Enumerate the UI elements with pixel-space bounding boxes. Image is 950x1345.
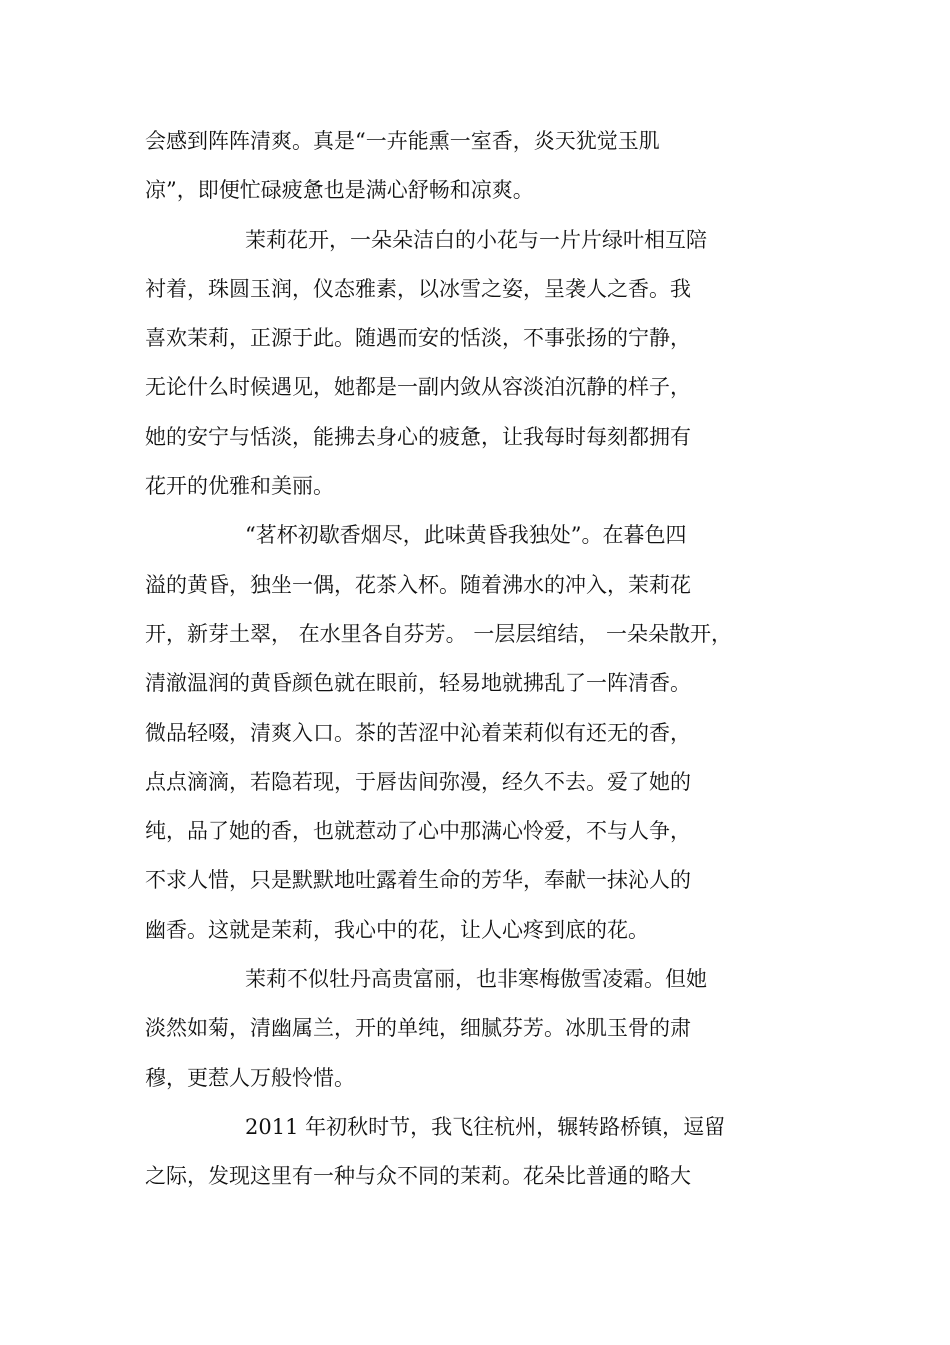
text-line: 无论什么时候遇见，她都是一副内敛从容淡泊沉静的样子， [145,375,691,400]
text-line: 幽香。这就是茉莉，我心中的花，让人心疼到底的花。 [145,917,649,942]
text-line: 纯，品了她的香，也就惹动了心中那满心怜爱，不与人争， [145,819,691,844]
text-line: 不求人惜，只是默默地吐露着生命的芳华，奉献一抹沁人的 [145,868,691,893]
text-line: 溢的黄昏，独坐一偶，花茶入杯。随着沸水的冲入，茉莉花 [145,572,691,597]
text-line: 会感到阵阵清爽。真是“一卉能熏一室香，炎天犹觉玉肌 [145,129,660,153]
text-line: 茉莉花开，一朵朵洁白的小花与一片片绿叶相互陪 [245,227,707,252]
text-line: 茉莉不似牡丹高贵富丽，也非寒梅傲雪凌霜。但她 [245,967,707,992]
text-line: 开，新芽土翠， 在水里各自芬芳。 一层层绾结， 一朵朵散开， [145,621,733,646]
text-line: 穆，更惹人万般怜惜。 [145,1065,355,1090]
text-line: 微品轻啜，清爽入口。茶的苦涩中沁着茉莉似有还无的香， [145,720,691,745]
text-line: 喜欢茉莉，正源于此。随遇而安的恬淡，不事张扬的宁静， [145,326,691,351]
text-line: 2011 年初秋时节，我飞往杭州，辗转路桥镇，逗留 [245,1114,726,1139]
text-line: 凉”，即便忙碌疲惫也是满心舒畅和凉爽。 [145,178,534,203]
text-line: 之际，发现这里有一种与众不同的茉莉。花朵比普通的略大 [145,1164,691,1189]
text-line: 清澈温润的黄昏颜色就在眼前，轻易地就拂乱了一阵清香。 [145,671,691,696]
body-text [145,122,825,1207]
text-line: 衬着，珠圆玉润，仪态雅素，以冰雪之姿，呈袭人之香。我 [145,276,691,301]
text-line: 点点滴滴，若隐若现，于唇齿间弥漫，经久不去。爱了她的 [145,769,691,794]
text-line: 她的安宁与恬淡，能拂去身心的疲惫，让我每时每刻都拥有 [145,424,691,449]
text-line: 淡然如菊，清幽属兰，开的单纯，细腻芬芳。冰肌玉骨的肃 [145,1016,691,1041]
text-line: “茗杯初歇香烟尽，此味黄昏我独处”。在暮色四 [245,523,687,548]
text-line: 花开的优雅和美丽。 [145,474,334,499]
